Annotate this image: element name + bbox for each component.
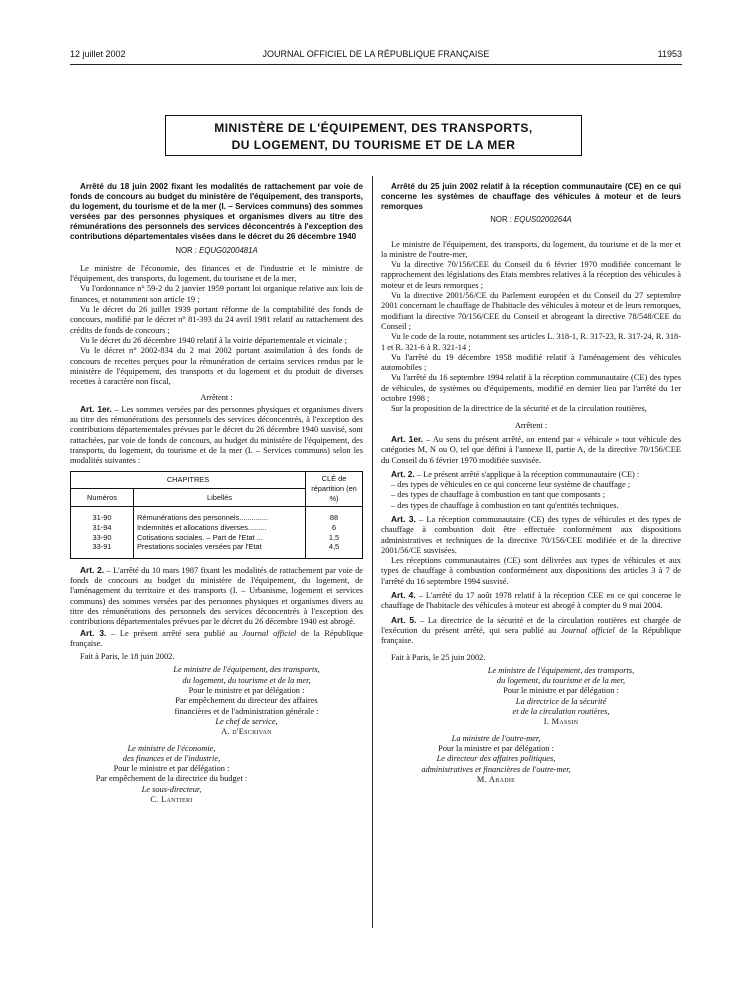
right-visa-5: Vu l'arrêté du 16 septembre 1994 relatif à la réception communautaire (CE) des types de véhicules, de systèmes ou d'équipements, modifié en dernier lieu par l'arrêté du 1er octobre 1998 ;: [381, 373, 681, 404]
sig-line: Par empêchement de la directrice du budget :: [95, 774, 248, 784]
right-article-title: Arrêté du 25 juin 2002 relatif à la réception communautaire (CE) en ce qui concerne les systèmes de chauffage des véhicules à moteur et de leurs remorques: [381, 182, 681, 212]
left-signature-2: [70, 744, 363, 806]
left-art3-jo: Journal officiel: [242, 628, 297, 638]
left-art3-label: Art. 3.: [80, 627, 107, 638]
table-header-cle: CLÉ de répartition (en %): [306, 471, 363, 507]
sig-line: et de la circulation routières,: [512, 707, 610, 717]
table-header-numeros: Numéros: [71, 489, 134, 507]
sig-line: Le ministre de l'équipement, des transports,: [487, 665, 635, 675]
right-article-2: [381, 469, 681, 480]
table-cell-cle: 88: [306, 513, 363, 523]
ministry-line-2: DU LOGEMENT, DU TOURISME ET DE LA MER: [231, 138, 516, 152]
left-art1-label: Art. 1er.: [80, 403, 112, 414]
header-date: 12 juillet 2002: [70, 49, 126, 59]
sig-line: Le chef de service,: [215, 716, 278, 726]
sig-line: Pour le ministre et par délégation :: [188, 686, 305, 696]
table-header-chapitres: CHAPITRES: [71, 471, 306, 489]
table-cell-numero: 33-91: [71, 542, 134, 552]
right-proposition: Sur la proposition de la directrice de la sécurité et de la circulation routières,: [391, 404, 647, 414]
right-art1-text: – Au sens du présent arrêté, on entend par « véhicule » tout véhicule des catégories M, N ou O, tel que défini à l'annexe II, partie A, de la directive 70/156/CEE du Conseil du 6 février 1970 modifiée susvisée.: [381, 434, 681, 465]
signatory-name: I. Massin: [543, 717, 579, 727]
left-article-2: [70, 565, 363, 628]
sig-line: La directrice de la sécurité: [515, 696, 607, 706]
left-arretent: Arrêtent :: [200, 393, 233, 403]
table-cell-numero: 31-90: [71, 513, 134, 523]
left-article-3: [70, 628, 363, 650]
sig-line: financières et de l'administration générale :: [174, 706, 319, 716]
sig-line: des finances et de l'industrie,: [122, 753, 221, 763]
left-art2-text: – L'arrêté du 10 mars 1987 fixant les modalités de rattachement par voie de fonds de concours au budget du ministère de l'équipement, du logement, de l'aménagement du territoire et des transports (I. – Urbanisme, logement et services communs) des sommes versées par des personnes physiques et organismes divers au titre des rémunérations des personnels des services déconcentrés à l'exception des contributions départementales prévues par le décret du 26 décembre 1940 est abrogé.: [70, 565, 363, 627]
right-art4-text: – L'arrêté du 17 août 1978 relatif à la réception CEE en ce qui concerne le chauffage de l'habitacle des véhicules à moteur est abrogé à compter du 9 mai 2004.: [381, 591, 681, 611]
table-cell-cle: 1,5: [306, 533, 363, 543]
ministry-line-1: MINISTÈRE DE L'ÉQUIPEMENT, DES TRANSPORTS,: [214, 121, 533, 135]
signatory-name: C. Lantieri: [150, 795, 193, 804]
sig-line: Par empêchement du directeur des affaires: [175, 696, 318, 706]
left-nor: [70, 246, 363, 256]
sig-line: Pour le ministre et par délégation :: [113, 764, 230, 774]
left-nor-prefix: NOR :: [175, 245, 197, 255]
running-header: [70, 49, 682, 63]
sig-line: Pour la ministre et par délégation :: [438, 743, 554, 753]
signatory-name: M. Abadie: [476, 774, 516, 784]
left-signature-1: [70, 665, 363, 737]
header-page-number: 11953: [657, 49, 682, 59]
left-art3-text: – Le présent arrêté sera publié au: [106, 628, 243, 638]
right-art5-jo: Journal officiel: [560, 625, 615, 635]
sig-line: Le ministre de l'équipement, des transports,: [173, 665, 320, 675]
ministry-box: [165, 115, 582, 156]
left-article-title: Arrêté du 18 juin 2002 fixant les modalités de rattachement par voie de fonds de concours au budget du ministère de l'équipement, des transports, du logement, du tourisme et de la mer (I. – Services communs) des sommes versées par des personnes physiques et organismes divers au titre des rémunérations des personnels des services déconcentrés à l'exception des contributions départementales visées dans le décret du 26 décembre 1940: [70, 182, 363, 242]
table-row: [71, 513, 363, 523]
table-cell-libelle: Indemnités et allocations diverses.........: [134, 523, 306, 533]
right-article-1: [381, 434, 681, 466]
right-art5-text: – La directrice de la sécurité et de la circulation routières est chargée de l'exécution du présent arrêté, qui sera publié au: [381, 615, 681, 635]
right-art3-label: Art. 3.: [391, 514, 416, 524]
left-preamble: Le ministre de l'économie, des finances et de l'industrie et le ministre de l'équipement, des transports, du logement, du tourisme et de la mer,: [70, 263, 363, 284]
table-cell-cle: 6: [306, 523, 363, 533]
right-arretent: Arrêtent :: [514, 420, 548, 430]
right-signature-2: [381, 734, 681, 785]
right-nor: [381, 215, 681, 225]
list-item: – des types de chauffage à combustion en tant que composants ;: [391, 490, 606, 500]
right-art5-label: Art. 5.: [391, 614, 417, 625]
left-visa-2: Vu le décret du 26 juillet 1939 portant réforme de la comptabilité des fonds de concours, modifié par le décret n° 81-393 du 24 avril 1981 relatif au rattachement des crédits de fonds de concours ;: [70, 305, 363, 335]
right-visa-1: Vu la directive 70/156/CEE du Conseil du 6 février 1970 modifiée concernant le rapprochement des législations des Etats membres relatives à la réception des véhicules à moteur et de leurs remorques ;: [381, 260, 681, 290]
right-visa-4: Vu l'arrêté du 19 décembre 1958 modifié relatif à l'aménagement des véhicules automobiles ;: [381, 352, 681, 373]
header-rule: [70, 64, 682, 65]
column-divider: [372, 176, 373, 928]
list-item: – des types de chauffage à combustion en tant qu'entités techniques.: [391, 500, 619, 510]
table-cell-numero: 31-94: [71, 523, 134, 533]
left-visa-3: Vu le décret du 26 décembre 1940 relatif à la voirie départementale et vicinale ;: [80, 335, 347, 345]
sig-line: Pour le ministre et par délégation :: [503, 686, 619, 696]
table-cell-libelle: Prestations sociales versées par l'Etat: [134, 542, 306, 552]
left-art1-text: – Les sommes versées par des personnes physiques et organismes divers au titre des rémunérations des personnels des services déconcentrés, à l'exception des contributions départementales prévues par le décret du 26 décembre 1940 susvisé, sont rattachées, par voie de fonds de concours, au budget du ministère de l'équipement, des transports, du logement, du tourisme et de la mer (I. – Services communs) selon les modalités suivantes :: [70, 404, 363, 466]
left-column: [70, 182, 363, 805]
right-column: [381, 182, 681, 785]
right-signature-1: [381, 666, 681, 728]
left-visa-4: Vu le décret n° 2002-834 du 2 mai 2002 portant assimilation à des fonds de concours de recettes perçues pour la rémunération de certains services rendus par le ministère de l'équipement, des transports et du logement et du produit de diverses recettes à caractère non fiscal,: [70, 346, 363, 387]
left-nor-code: EQUG0200481A: [199, 245, 258, 255]
table-cell-numero: 33-90: [71, 533, 134, 543]
left-article-1: [70, 404, 363, 467]
right-article-4: [381, 590, 681, 612]
left-fait: Fait à Paris, le 18 juin 2002.: [80, 652, 175, 662]
sig-line: La ministre de l'outre-mer,: [451, 733, 541, 743]
sig-line: administratives et financières de l'outre-mer,: [421, 764, 571, 774]
table-cell-cle: 4,5: [306, 542, 363, 552]
left-art3-text-end: de la République française.: [70, 628, 363, 648]
table-row: [71, 523, 363, 533]
sig-line: du logement, du tourisme et de la mer,: [182, 675, 311, 685]
allocation-table: [70, 471, 363, 559]
header-journal-title: JOURNAL OFFICIEL DE LA RÉPUBLIQUE FRANÇAISE: [262, 49, 490, 59]
table-header-libelles: Libellés: [134, 489, 306, 507]
right-nor-code: EQUS0200264A: [514, 215, 572, 225]
sig-line: Le ministre de l'économie,: [127, 743, 216, 753]
table-row: [71, 533, 363, 543]
right-art1-label: Art. 1er.: [391, 433, 424, 444]
right-visa-3: Vu le code de la route, notamment ses articles L. 318-1, R. 317-23, R. 317-24, R. 318-1 et R. 321-6 à R. 321-14 ;: [381, 332, 681, 352]
sig-line: Le sous-directeur,: [141, 784, 202, 794]
left-visa-1: Vu l'ordonnance n° 59-2 du 2 janvier 1959 portant loi organique relative aux lois de finances, et notamment son article 19 ;: [70, 284, 363, 304]
right-article-3: [381, 514, 681, 556]
list-item: – des types de véhicules en ce qui concerne leur système de chauffage ;: [391, 480, 631, 490]
right-art4-label: Art. 4.: [391, 590, 416, 601]
right-fait: Fait à Paris, le 25 juin 2002.: [391, 652, 486, 662]
right-preamble: Le ministre de l'équipement, des transports, du logement, du tourisme et de la mer et la ministre de l'outre-mer,: [381, 239, 681, 259]
left-art2-label: Art. 2.: [80, 564, 105, 575]
right-art2-label: Art. 2.: [391, 468, 415, 479]
right-art2-text: – Le présent arrêté s'applique à la réception communautaire (CE) :: [414, 469, 640, 479]
right-visa-2: Vu la directive 2001/56/CE du Parlement européen et du Conseil du 27 septembre 2001 concernant le chauffage de l'habitacle des véhicules à moteur et de leurs remorques, modifiant la directive 70/156/CEE du Conseil et abrogeant la directive 78/548/CEE du Conseil ;: [381, 291, 681, 331]
sig-line: du logement, du tourisme et de la mer,: [496, 676, 626, 686]
table-cell-libelle: Rémunérations des personnels..............: [134, 513, 306, 523]
right-article-5: [381, 615, 681, 647]
right-nor-prefix: NOR :: [490, 215, 512, 225]
sig-line: Le directeur des affaires politiques,: [436, 754, 556, 764]
table-cell-libelle: Cotisations sociales. – Part de l'Etat ...: [134, 533, 306, 543]
table-row: [71, 542, 363, 552]
right-art5-text-end: de la République française.: [381, 625, 682, 646]
right-art3-text: – La réception communautaire (CE) des types de véhicules et des types de chauffage à combustion doit être effectuée conformément aux dispositions administratives et techniques de la directive 70/156/CEE modifiée et de la directive 2001/56/CE susvisées.: [381, 515, 681, 555]
right-article-3-para-2: Les réceptions communautaires (CE) sont délivrées aux types de véhicules et aux types de chauffage à combustion conformément aux dispositions des articles 3 à 7 de l'arrêté du 16 septembre 1994 susvisé.: [381, 556, 681, 586]
signatory-name: A. d'Escrivan: [221, 727, 272, 737]
